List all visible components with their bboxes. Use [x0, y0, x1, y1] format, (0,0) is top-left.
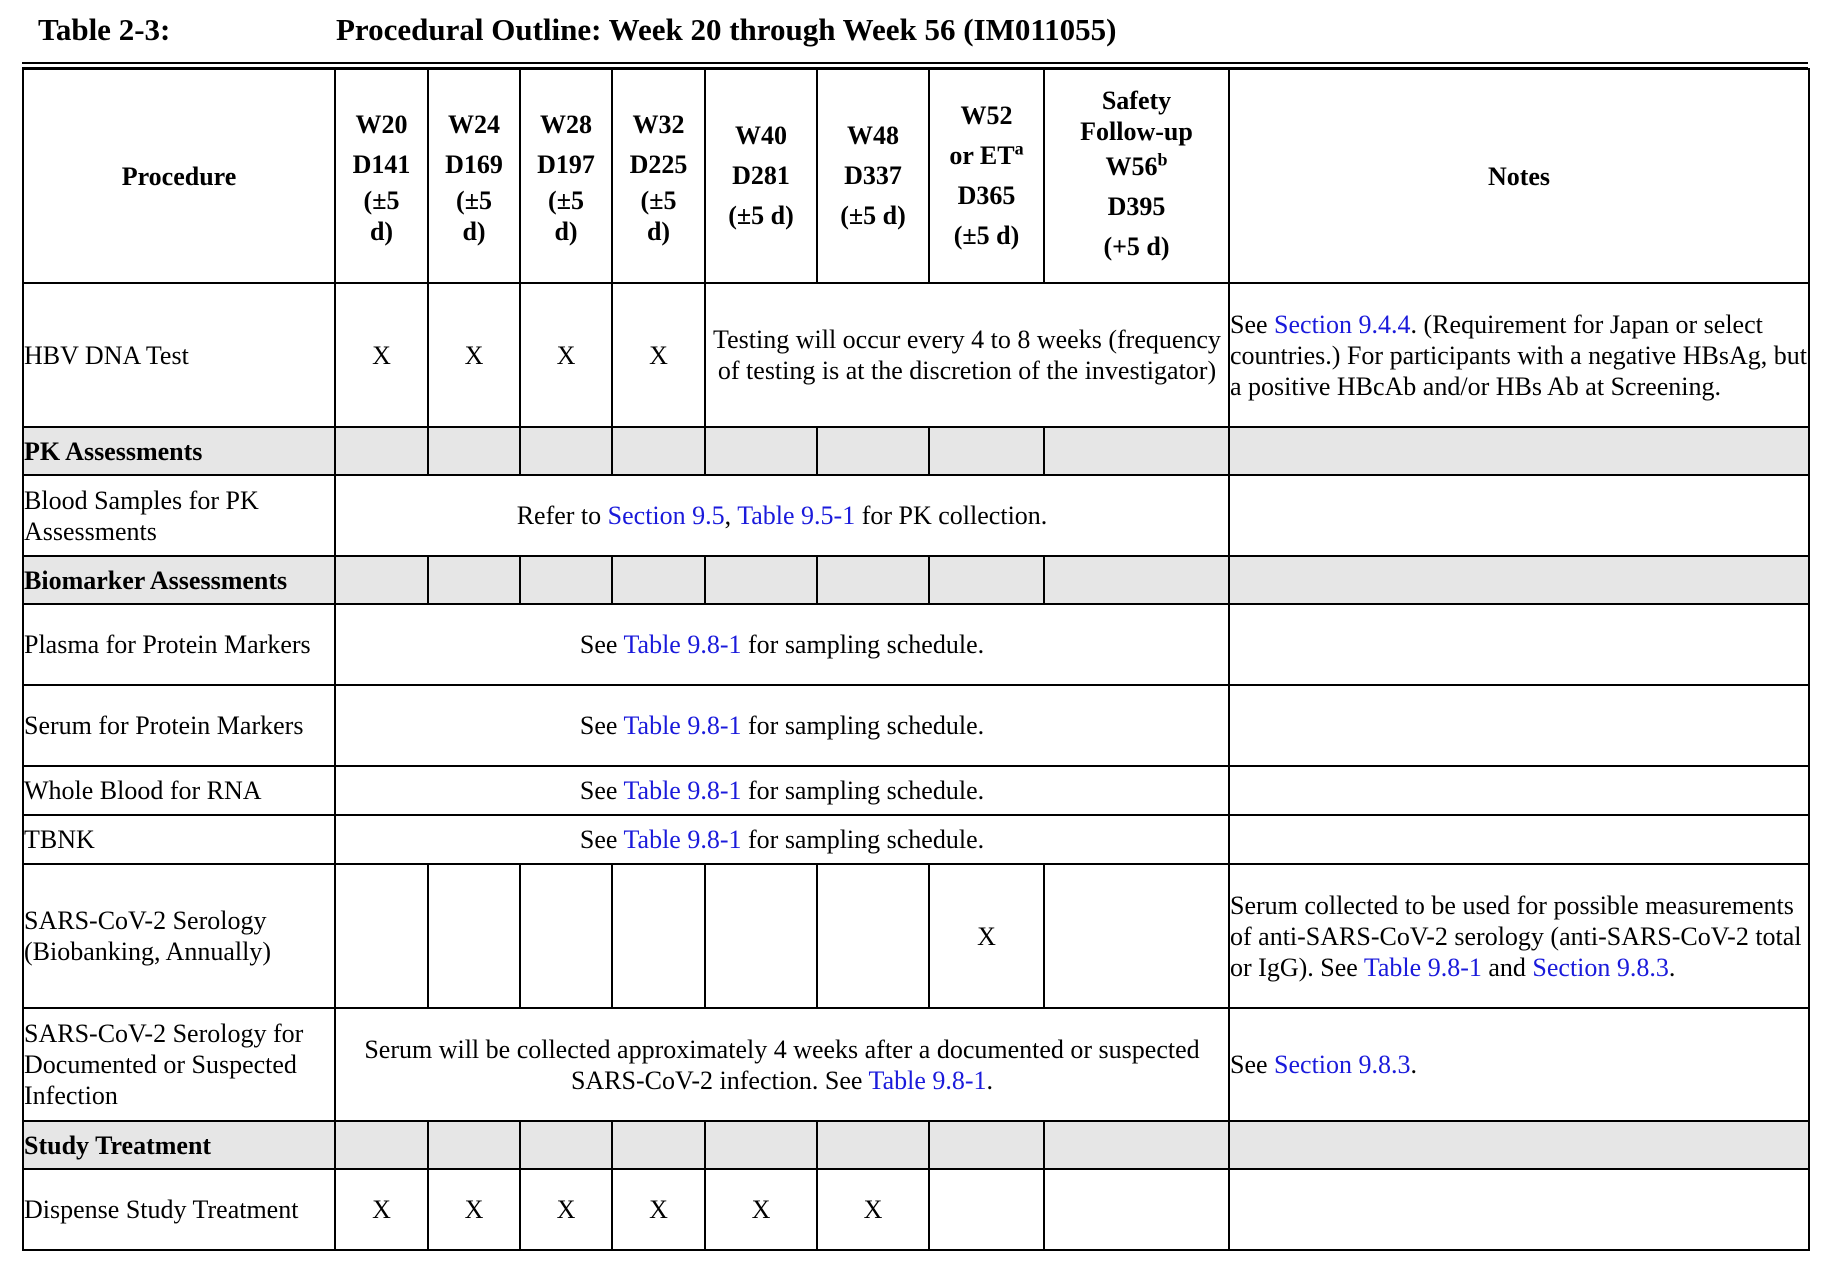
table-row-sars-annual — [23, 864, 1809, 1008]
empty-cell — [929, 556, 1044, 604]
visit-mark: X — [428, 283, 520, 427]
section-row-study-treatment — [23, 1121, 1809, 1169]
visit-mark: X — [612, 1169, 705, 1250]
schedule-span-text — [335, 815, 1229, 864]
notes-text: and — [1481, 952, 1533, 982]
empty-cell — [428, 427, 520, 475]
empty-cell — [520, 427, 612, 475]
table-row-rna — [23, 766, 1809, 815]
empty-cell — [929, 1169, 1044, 1250]
visit-label-2: Follow-up — [1080, 117, 1193, 146]
footnote-marker: b — [1157, 149, 1168, 170]
visit-day: D365 — [957, 181, 1016, 210]
schedule-span-text — [335, 604, 1229, 685]
span-text: Refer to — [516, 501, 608, 530]
section-title: PK Assessments — [23, 427, 335, 475]
procedure-name: Plasma for Protein Markers — [23, 604, 335, 685]
visit-week: W28 — [540, 110, 592, 139]
visit-week-et: or ET — [949, 141, 1015, 170]
empty-cell — [705, 1121, 817, 1169]
visit-window: (±5 — [640, 186, 677, 215]
notes-text: . — [1410, 1050, 1418, 1079]
visit-window: (±5 — [548, 186, 584, 215]
visit-day: D337 — [844, 161, 902, 190]
table-link[interactable]: Table 9.8-1 — [623, 630, 742, 659]
visit-window-unit: d) — [554, 217, 578, 246]
visit-week: W40 — [735, 121, 787, 150]
empty-cell — [335, 427, 428, 475]
visit-window-unit: d) — [369, 217, 394, 246]
span-text: for sampling schedule. — [741, 711, 985, 740]
visit-mark: X — [428, 1169, 520, 1250]
empty-cell — [335, 864, 428, 1008]
notes-cell — [1229, 1008, 1809, 1121]
empty-cell — [335, 556, 428, 604]
procedure-name: SARS-CoV-2 Serology (Biobanking, Annually) — [23, 864, 335, 1008]
empty-cell — [705, 427, 817, 475]
notes-cell — [1229, 475, 1809, 556]
notes-header: Notes — [1229, 69, 1809, 283]
empty-cell — [520, 1121, 612, 1169]
span-text: . — [986, 1065, 994, 1095]
table-link[interactable]: Table 9.8-1 — [623, 825, 742, 854]
empty-cell — [428, 864, 520, 1008]
visit-window-unit: d) — [462, 217, 486, 246]
span-text: See — [579, 776, 624, 805]
visit-header-w52 — [929, 69, 1044, 283]
schedule-span-text — [335, 1008, 1229, 1121]
visit-day: D225 — [629, 150, 688, 179]
section-row-pk — [23, 427, 1809, 475]
empty-cell — [929, 1121, 1044, 1169]
visit-week: W24 — [448, 110, 500, 139]
table-link[interactable]: Table 9.8-1 — [623, 711, 742, 740]
visit-mark: X — [520, 1169, 612, 1250]
empty-cell — [1044, 864, 1229, 1008]
notes-cell — [1229, 864, 1809, 1008]
notes-cell — [1229, 604, 1809, 685]
empty-cell — [520, 556, 612, 604]
section-row-biomarker — [23, 556, 1809, 604]
visit-day: D281 — [732, 161, 790, 190]
empty-cell — [817, 427, 929, 475]
procedure-name: Blood Samples for PK Assessments — [23, 475, 335, 556]
notes-cell — [1229, 815, 1809, 864]
section-link[interactable]: Section 9.5 — [607, 501, 725, 530]
empty-cell — [1044, 1121, 1229, 1169]
visit-label: Safety — [1101, 86, 1172, 115]
visit-week: W48 — [847, 121, 899, 150]
visit-week: W52 — [960, 101, 1013, 130]
visit-header-w28 — [520, 69, 612, 283]
visit-window-unit: d) — [646, 217, 671, 246]
visit-window: (±5 d) — [840, 201, 906, 230]
visit-window: (±5 d) — [728, 201, 794, 230]
procedure-name: SARS-CoV-2 Serology for Documented or Suspected Infection — [23, 1008, 335, 1121]
span-text: Serum will be collected approximately 4 weeks after a documented or suspected SARS-CoV-2 infection. See — [364, 1034, 1200, 1095]
visit-mark: X — [335, 1169, 428, 1250]
notes-text: Serum collected to be used for possible measurements of anti-SARS-CoV-2 serology (anti-SARS-CoV-2 total or IgG). See — [1230, 890, 1802, 982]
empty-cell — [929, 427, 1044, 475]
visit-day: D395 — [1107, 192, 1166, 221]
procedure-name: Dispense Study Treatment — [23, 1169, 335, 1250]
span-text: for PK collection. — [855, 501, 1048, 530]
visit-mark: X — [817, 1169, 929, 1250]
empty-cell — [817, 556, 929, 604]
empty-cell — [1229, 1121, 1809, 1169]
visit-day: D169 — [445, 150, 503, 179]
empty-cell — [612, 1121, 705, 1169]
visit-week-alt — [932, 136, 1041, 176]
visit-window: (±5 — [363, 186, 400, 215]
notes-text: . (Requirement for Japan or select countries.) For participants with a negative HBsAg, but a positive HBcAb and/or HBs Ab at Screening. — [1230, 309, 1807, 401]
empty-cell — [705, 556, 817, 604]
footnote-marker: a — [1014, 138, 1024, 159]
table-row-hbv-dna — [23, 283, 1809, 427]
procedural-outline-table — [22, 68, 1810, 1251]
visit-mark: X — [612, 283, 705, 427]
empty-cell — [817, 864, 929, 1008]
header-row — [23, 69, 1809, 283]
span-text: , — [724, 501, 738, 530]
table-row-sars-infection — [23, 1008, 1809, 1121]
schedule-span-text — [335, 685, 1229, 766]
empty-cell — [612, 427, 705, 475]
visit-window: (±5 — [456, 186, 492, 215]
span-text: See — [579, 825, 624, 854]
empty-cell — [1229, 427, 1809, 475]
empty-cell — [817, 1121, 929, 1169]
table-title: Procedural Outline: Week 20 through Week 56 (IM011055) — [336, 12, 1117, 47]
span-text: See — [579, 711, 624, 740]
table-number: Table 2-3: — [38, 12, 171, 47]
visit-mark: X — [520, 283, 612, 427]
empty-cell — [428, 556, 520, 604]
visit-mark: X — [705, 1169, 817, 1250]
table-row-pk-blood — [23, 475, 1809, 556]
empty-cell — [1044, 556, 1229, 604]
span-text: for sampling schedule. — [741, 825, 985, 854]
visit-week-line — [1047, 147, 1226, 187]
section-title: Study Treatment — [23, 1121, 335, 1169]
table-row-dispense — [23, 1169, 1809, 1250]
empty-cell — [520, 864, 612, 1008]
visit-week: W20 — [355, 110, 408, 139]
table-link[interactable]: Table 9.8-1 — [868, 1065, 987, 1095]
visit-window: (+5 d) — [1103, 232, 1170, 261]
empty-cell — [705, 864, 817, 1008]
table-link[interactable]: Table 9.8-1 — [1363, 952, 1482, 982]
table-row-tbnk — [23, 815, 1809, 864]
notes-text: See — [1230, 1050, 1275, 1079]
visit-day: D197 — [537, 150, 595, 179]
empty-cell — [612, 556, 705, 604]
schedule-span-text: Testing will occur every 4 to 8 weeks (frequency of testing is at the discretion of the investigator) — [705, 283, 1229, 427]
table-link[interactable]: Table 9.8-1 — [623, 776, 742, 805]
empty-cell — [428, 1121, 520, 1169]
section-link[interactable]: Section 9.4.4 — [1274, 309, 1411, 339]
visit-week: W32 — [632, 110, 685, 139]
procedure-name: Serum for Protein Markers — [23, 685, 335, 766]
visit-header-w48 — [817, 69, 929, 283]
notes-cell — [1229, 766, 1809, 815]
table-caption — [38, 8, 1798, 52]
visit-week: W56 — [1105, 152, 1158, 181]
visit-mark: X — [335, 283, 428, 427]
section-link[interactable]: Section 9.8.3 — [1274, 1050, 1411, 1079]
table-link[interactable]: Table 9.5-1 — [737, 501, 856, 530]
visit-mark: X — [929, 864, 1044, 1008]
table-row-serum — [23, 685, 1809, 766]
empty-cell — [1044, 427, 1229, 475]
notes-text: . — [1668, 952, 1676, 982]
section-link[interactable]: Section 9.8.3 — [1532, 952, 1669, 982]
procedure-name: Whole Blood for RNA — [23, 766, 335, 815]
visit-header-w24 — [428, 69, 520, 283]
empty-cell — [1229, 556, 1809, 604]
visit-header-w32 — [612, 69, 705, 283]
procedure-header: Procedure — [23, 69, 335, 283]
empty-cell — [612, 864, 705, 1008]
procedure-name: HBV DNA Test — [23, 283, 335, 427]
span-text: for sampling schedule. — [741, 776, 985, 805]
empty-cell — [335, 1121, 428, 1169]
schedule-span-text — [335, 766, 1229, 815]
procedure-name: TBNK — [23, 815, 335, 864]
schedule-span-text — [335, 475, 1229, 556]
notes-text: See — [1230, 309, 1275, 339]
span-text: for sampling schedule. — [741, 630, 985, 659]
notes-cell — [1229, 283, 1809, 427]
empty-cell — [1044, 1169, 1229, 1250]
notes-cell — [1229, 1169, 1809, 1250]
span-text: See — [579, 630, 624, 659]
visit-header-w40 — [705, 69, 817, 283]
visit-header-w20 — [335, 69, 428, 283]
visit-window: (±5 d) — [953, 221, 1020, 250]
visit-day: D141 — [352, 150, 411, 179]
table-row-plasma — [23, 604, 1809, 685]
visit-header-w56 — [1044, 69, 1229, 283]
notes-cell — [1229, 685, 1809, 766]
section-title: Biomarker Assessments — [23, 556, 335, 604]
